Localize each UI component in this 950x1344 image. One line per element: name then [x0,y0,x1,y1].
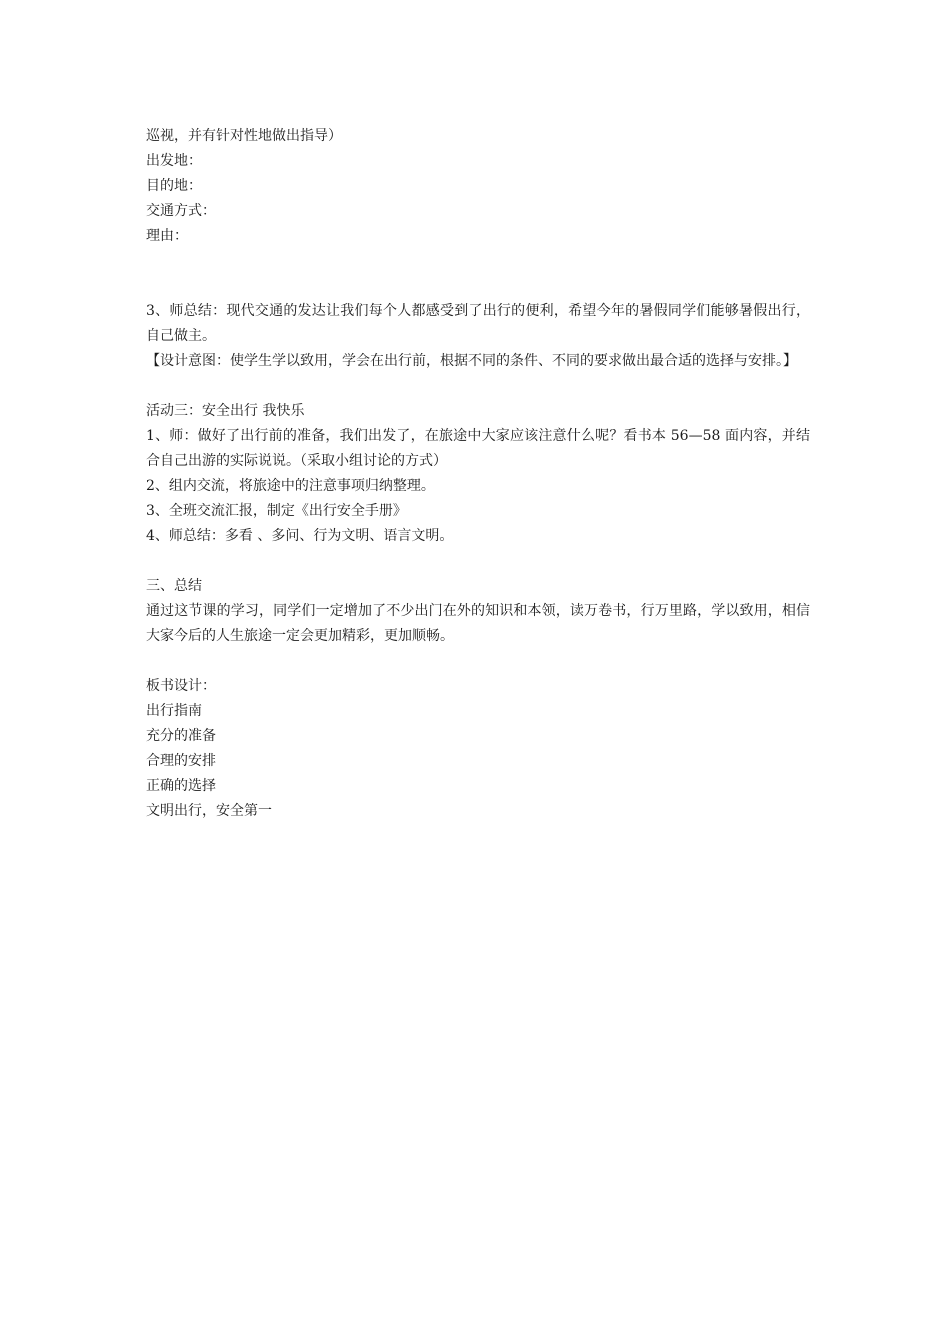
board-line-4: 正确的选择 [146,778,216,794]
board-line-2: 充分的准备 [146,728,216,744]
spacer [146,374,810,399]
board-line-5: 文明出行，安全第一 [146,803,272,819]
departure-label: 出发地： [146,153,202,169]
board-line-3: 合理的安排 [146,753,216,769]
activity3-item-4: 4、师总结：多看 、多问、行为文明、语言文明。 [146,528,454,544]
guidance-note: 巡视，并有针对性地做出指导） [146,128,342,144]
activity3-heading: 活动三：安全出行 我快乐 [146,403,305,419]
activity3-item-1: 1、师：做好了出行前的准备，我们出发了，在旅途中大家应该注意什么呢？看书本 56—58 面内容，并结合自己出游的实际说说。（采取小组讨论的方式） [146,428,810,469]
board-design-heading: 板书设计： [146,678,216,694]
spacer [146,549,810,574]
spacer [146,249,810,299]
transport-label: 交通方式： [146,203,216,219]
board-line-1: 出行指南 [146,703,202,719]
teacher-summary-paragraph: 3、师总结：现代交通的发达让我们每个人都感受到了出行的便利，希望今年的暑假同学们能够暑假出行，自己做主。 [146,303,810,344]
destination-label: 目的地： [146,178,202,194]
design-intent-paragraph: 【设计意图：使学生学以致用，学会在出行前，根据不同的条件、不同的要求做出最合适的选择与安排。】 [146,353,797,369]
conclusion-heading: 三、总结 [146,578,202,594]
document-page [146,124,810,824]
conclusion-paragraph: 通过这节课的学习，同学们一定增加了不少出门在外的知识和本领，读万卷书，行万里路，学以致用，相信大家今后的人生旅途一定会更加精彩，更加顺畅。 [146,603,810,644]
spacer [146,649,810,674]
activity3-item-3: 3、全班交流汇报，制定《出行安全手册》 [146,503,407,519]
activity3-item-2: 2、组内交流，将旅途中的注意事项归纳整理。 [146,478,435,494]
reason-label: 理由： [146,228,188,244]
